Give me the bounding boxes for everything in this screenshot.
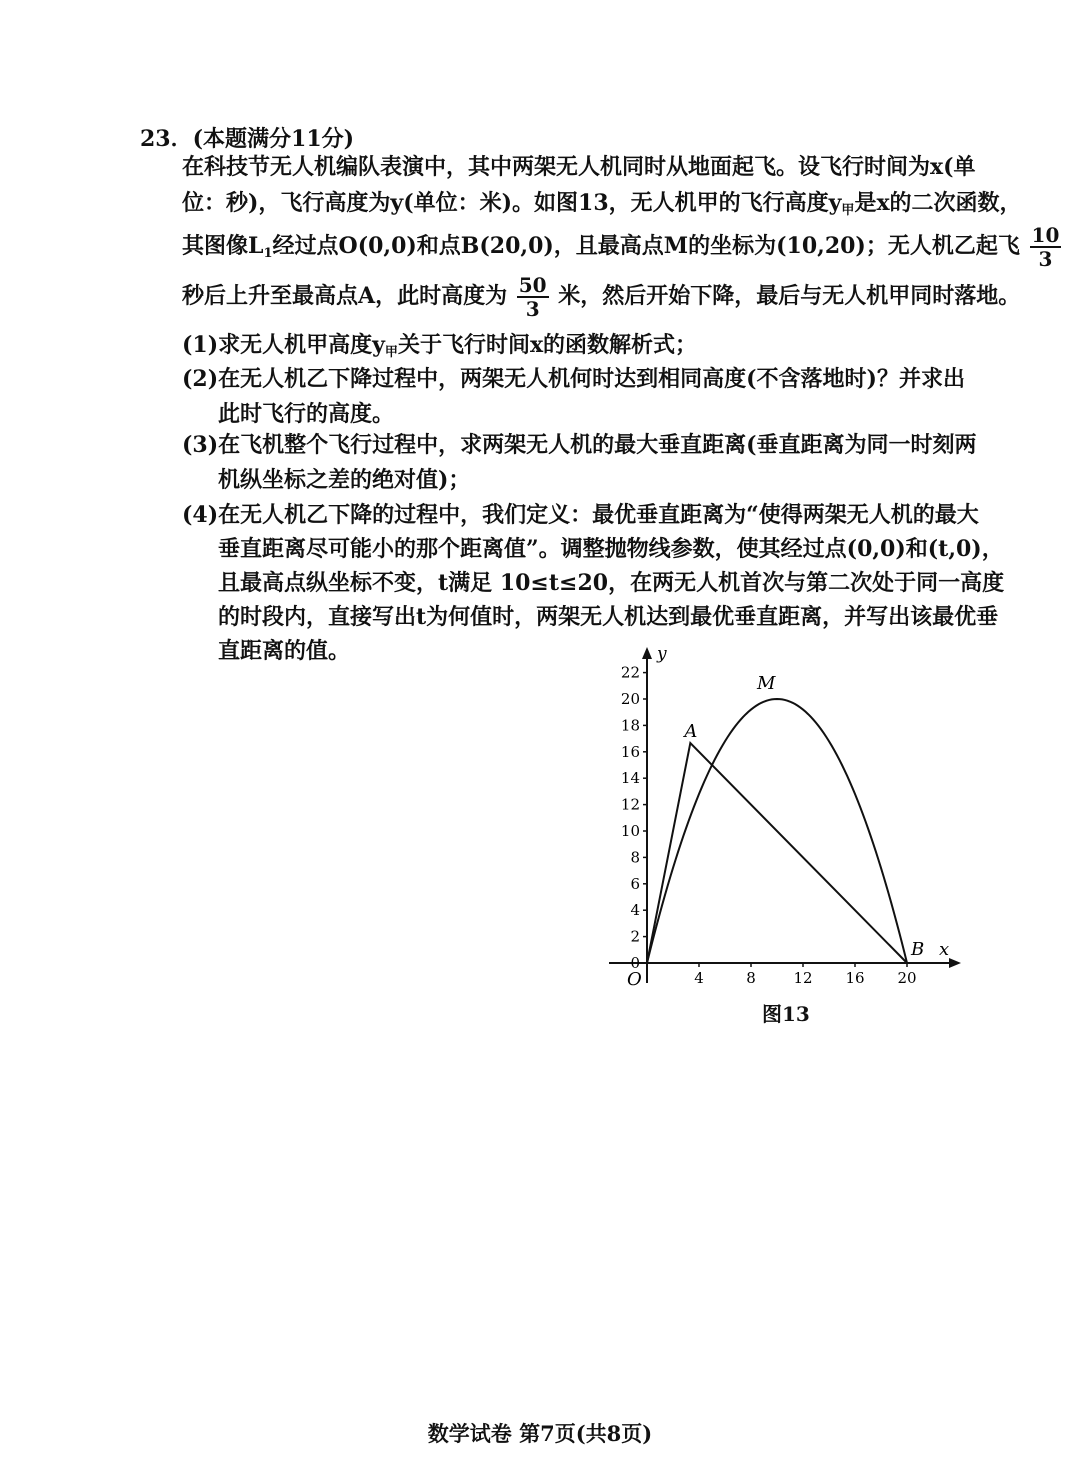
y-tick-label: 20 [620,690,640,708]
problem-line-3 [182,224,1063,270]
question-1-b: 关于飞行时间x的函数解析式； [397,332,698,358]
fraction-50-3 [517,274,549,320]
x-axis-label: x [939,939,950,960]
problem-line-2-text: 位：秒)，飞行高度为y(单位：米)。如图13，无人机甲的飞行高度y [182,190,842,216]
y-tick-label: 6 [630,874,640,893]
y-tick-label: 4 [630,901,640,920]
y-tick-label: 14 [620,769,640,788]
question-number: 23．(本题满分11分) [140,126,355,152]
question-4-line-1: (4)在无人机乙下降的过程中，我们定义：最优垂直距离为“使得两架无人机的最大 [182,502,979,528]
y-tick-label: 22 [620,663,640,682]
point-label-M: M [757,673,776,694]
fraction-denominator: 3 [1038,247,1053,271]
page-footer: 数学试卷 第7页(共8页) [427,1421,653,1446]
question-2-line-2: 此时飞行的高度。 [218,401,395,427]
question-4-line-3: 且最高点纵坐标不变，t满足 10≤t≤20，在两无人机首次与第二次处于同一高度 [218,570,1005,596]
question-4-line-4: 的时段内，直接写出t为何值时，两架无人机达到最优垂直距离，并写出该最优垂 [218,604,999,630]
problem-line-3a: 其图像L [182,233,264,259]
problem-line-2-end: 是x的二次函数， [854,190,1022,216]
y-tick-label: 16 [620,742,640,761]
y-axis-arrow [642,647,652,659]
problem-line-1: 在科技节无人机编队表演中，其中两架无人机同时从地面起飞。设飞行时间为x(单 [182,154,976,180]
figure-caption: 图13 [762,1002,810,1026]
fraction-10-3 [1030,224,1062,270]
point-label-A: A [684,720,698,742]
figure-13-graph [605,643,965,993]
point-label-B: B [911,939,925,960]
question-1 [182,328,697,360]
problem-line-4a: 秒后上升至最高点A，此时高度为 [182,283,508,309]
question-2-line-1: (2)在无人机乙下降过程中，两架无人机何时达到相同高度(不含落地时)？并求出 [182,366,965,392]
question-4-line-2: 垂直距离尽可能小的那个距离值”。调整抛物线参数，使其经过点(0,0)和(t,0)， [218,536,1004,562]
problem-line-4b: 米，然后开始下降，最后与无人机甲同时落地。 [558,283,1021,309]
series-line [647,743,907,963]
y-tick-label: 0 [630,954,640,972]
problem-line-4 [182,274,1020,320]
x-tick-label: 12 [793,969,813,987]
x-tick-label: 8 [746,969,756,987]
subscript-1: 1 [263,246,273,261]
problem-line-2 [182,186,1022,218]
fraction-numerator: 50 [518,273,547,297]
point-label-O: O [627,969,642,990]
x-tick-label: 16 [845,969,865,987]
fraction-denominator: 3 [525,297,540,321]
question-3-line-1: (3)在飞机整个飞行过程中，求两架无人机的最大垂直距离(垂直距离为同一时刻两 [182,432,977,458]
y-axis-label: y [657,644,667,664]
subscript-jia: 甲 [841,203,855,218]
subscript-jia-q1: 甲 [384,345,398,360]
question-4-line-5: 直距离的值。 [218,638,351,664]
y-tick-label: 18 [620,716,640,735]
y-tick-label: 12 [620,795,640,814]
x-axis-arrow [949,958,961,968]
y-tick-label: 8 [630,848,640,867]
y-tick-label: 10 [620,822,640,840]
y-tick-label: 2 [630,927,640,946]
problem-line-3b: 经过点O(0,0)和点B(20,0)，且最高点M的坐标为(10,20)；无人机乙起飞 [272,233,1020,259]
x-tick-label: 4 [694,969,704,987]
x-tick-label: 20 [897,969,917,987]
fraction-numerator: 10 [1031,223,1060,247]
question-1-a: (1)求无人机甲高度y [182,332,385,358]
question-3-line-2: 机纵坐标之差的绝对值)； [218,467,471,493]
